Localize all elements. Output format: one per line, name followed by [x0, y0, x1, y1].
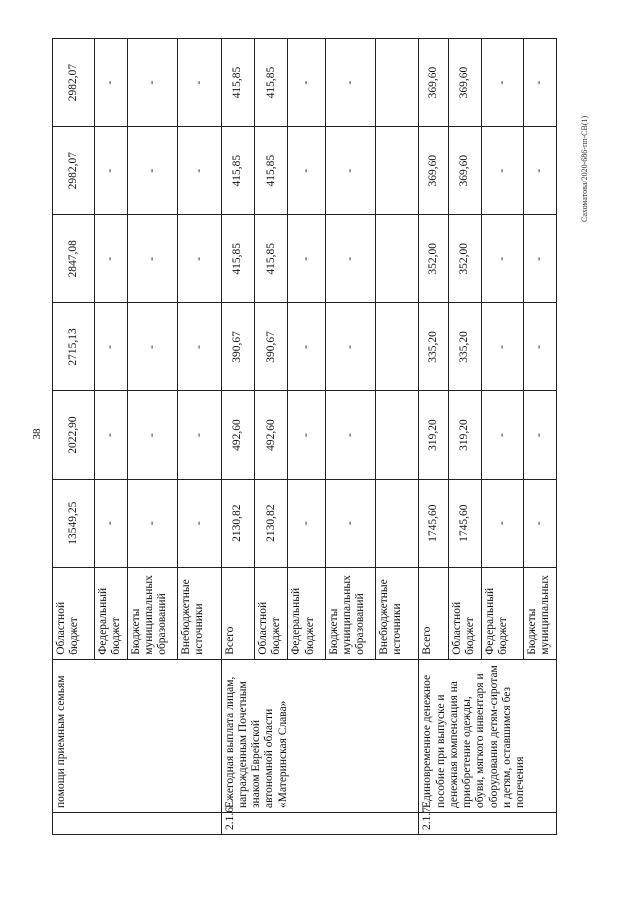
amount-cell: - [481, 39, 523, 127]
amount-cell: - [325, 127, 375, 215]
amount-cell: - [288, 391, 325, 479]
amount-cell: - [94, 391, 127, 479]
funding-source-cell: Федеральный бюджет [288, 567, 325, 659]
amount-cell [375, 215, 419, 303]
amount-cell: 2847,08 [53, 215, 95, 303]
amount-cell: 369,60 [448, 127, 481, 215]
funding-source-cell: Областной бюджет [448, 567, 481, 659]
amount-cell: - [127, 391, 177, 479]
funding-source-cell: Внебюджетные источники [177, 567, 221, 659]
amount-cell: - [481, 391, 523, 479]
funding-source-cell: Всего [221, 567, 254, 659]
amount-cell: 335,20 [419, 303, 448, 391]
table-row [221, 39, 254, 835]
amount-cell: - [523, 303, 556, 391]
funding-source-cell: Областной бюджет [254, 567, 287, 659]
amount-cell: - [127, 303, 177, 391]
amount-cell: - [481, 127, 523, 215]
amount-cell: - [288, 127, 325, 215]
rotated-table-container [52, 38, 557, 835]
table-row [53, 39, 95, 835]
measure-name-cell: помощи приемным семьям [53, 659, 222, 812]
amount-cell: 1745,60 [448, 479, 481, 567]
amount-cell: 1745,60 [419, 479, 448, 567]
amount-cell: - [177, 479, 221, 567]
amount-cell: 390,67 [254, 303, 287, 391]
amount-cell: - [94, 39, 127, 127]
amount-cell: - [523, 479, 556, 567]
amount-cell: 415,85 [221, 127, 254, 215]
amount-cell: - [523, 215, 556, 303]
funding-source-cell: Бюджеты муниципальных образований [127, 567, 177, 659]
funding-source-cell: Всего [419, 567, 448, 659]
table-body [53, 39, 557, 835]
amount-cell: - [177, 215, 221, 303]
amount-cell: - [288, 215, 325, 303]
amount-cell: - [94, 479, 127, 567]
amount-cell: - [127, 127, 177, 215]
amount-cell: - [481, 479, 523, 567]
amount-cell: 369,60 [419, 127, 448, 215]
funding-source-cell: Бюджеты муниципальных [523, 567, 556, 659]
amount-cell: 492,60 [254, 391, 287, 479]
amount-cell: - [94, 127, 127, 215]
amount-cell: 415,85 [254, 127, 287, 215]
amount-cell [375, 479, 419, 567]
amount-cell: - [325, 39, 375, 127]
amount-cell: - [288, 39, 325, 127]
amount-cell: - [481, 303, 523, 391]
funding-source-cell: Бюджеты муниципальных образований [325, 567, 375, 659]
amount-cell: 319,20 [448, 391, 481, 479]
funding-source-cell: Федеральный бюджет [94, 567, 127, 659]
amount-cell: 390,67 [221, 303, 254, 391]
amount-cell: 415,85 [221, 39, 254, 127]
funding-source-cell: Федеральный бюджет [481, 567, 523, 659]
amount-cell: 2130,82 [221, 479, 254, 567]
amount-cell: 415,85 [254, 215, 287, 303]
amount-cell: 369,60 [419, 39, 448, 127]
measure-name-cell: Единовременное денежное пособие при выпуске и денежная компенсация на приобретение одежды, обуви, мягкого инвентаря и оборудования детям-сиротам и детям, оставшимся без попечения [419, 659, 557, 812]
measure-name-cell: Ежегодная выплата лицам, награжденным Почетным знаком Еврейской автономной области «Материнская Слава» [221, 659, 419, 812]
amount-cell: - [94, 303, 127, 391]
amount-cell [375, 127, 419, 215]
amount-cell: - [325, 479, 375, 567]
row-index-cell: 2.1.6 [221, 812, 419, 834]
amount-cell: - [177, 39, 221, 127]
amount-cell: - [127, 479, 177, 567]
amount-cell: 13549,25 [53, 479, 95, 567]
amount-cell: - [523, 391, 556, 479]
amount-cell: 492,60 [221, 391, 254, 479]
amount-cell: - [481, 215, 523, 303]
amount-cell: 415,85 [254, 39, 287, 127]
amount-cell: - [177, 303, 221, 391]
amount-cell: - [127, 215, 177, 303]
amount-cell: 2982,07 [53, 39, 95, 127]
footer-code: Сахоматова/2020-686-пп-СВ(1) [580, 115, 589, 222]
table-row [419, 39, 448, 835]
amount-cell: - [523, 39, 556, 127]
budget-table [52, 38, 557, 835]
amount-cell: 352,00 [448, 215, 481, 303]
funding-source-cell: Внебюджетные источники [375, 567, 419, 659]
amount-cell: 2715,13 [53, 303, 95, 391]
amount-cell: - [127, 39, 177, 127]
amount-cell: - [177, 127, 221, 215]
amount-cell: - [288, 303, 325, 391]
row-index-cell [53, 812, 222, 834]
amount-cell: - [288, 479, 325, 567]
page-number: 38 [31, 428, 43, 440]
amount-cell: - [523, 127, 556, 215]
amount-cell: 415,85 [221, 215, 254, 303]
amount-cell: 369,60 [448, 39, 481, 127]
funding-source-cell: Областной бюджет [53, 567, 95, 659]
amount-cell [375, 303, 419, 391]
amount-cell: 319,20 [419, 391, 448, 479]
table-wrapper [52, 38, 557, 835]
amount-cell: - [325, 215, 375, 303]
amount-cell: - [177, 391, 221, 479]
amount-cell: 352,00 [419, 215, 448, 303]
amount-cell: - [325, 303, 375, 391]
amount-cell: 335,20 [448, 303, 481, 391]
amount-cell: 2130,82 [254, 479, 287, 567]
amount-cell: - [94, 215, 127, 303]
amount-cell [375, 391, 419, 479]
amount-cell: - [325, 391, 375, 479]
row-index-cell: 2.1.7 [419, 812, 557, 834]
amount-cell: 2982,07 [53, 127, 95, 215]
amount-cell: 2022,90 [53, 391, 95, 479]
amount-cell [375, 39, 419, 127]
